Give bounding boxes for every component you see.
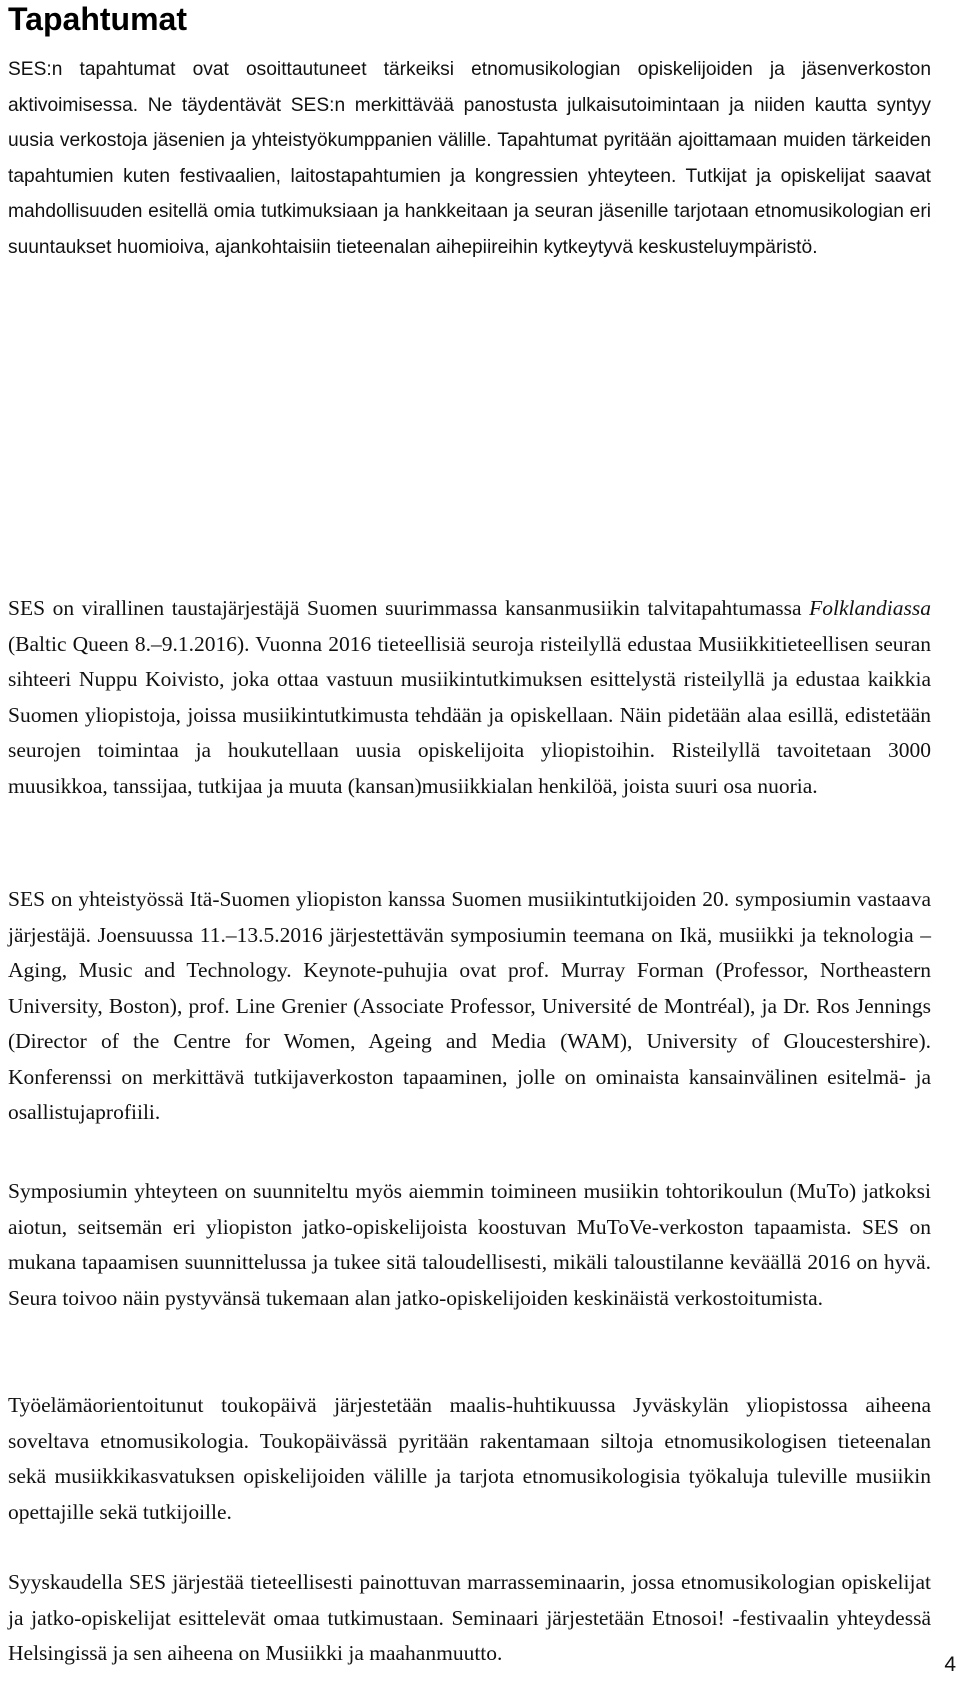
paragraph-folklandia-start: SES on virallinen taustajärjestäjä Suomen suurimmassa kansanmusiikin talvitapahtumassa [8, 596, 810, 620]
paragraph-events-intro: SES:n tapahtumat ovat osoittautuneet tärkeiksi etnomusikologian opiskelijoiden ja jäsenverkoston aktivoimisessa. Ne täydentävät SES:n merkittävää panostusta julkaisutoimintaan ja niiden kautta syntyy uusia verkostoja jäsenien ja yhteistyökumppanien välille. Tapahtumat pyritään ajoittamaan muiden tärkeiden tapahtumien kuten festivaalien, laitostapahtumien ja kongressien yhteyteen. Tutkijat ja opiskelijat saavat mahdollisuuden esitellä omia tutkimuksiaan ja hankkeitaan ja seuran jäsenille tarjotaan etnomusikologian eri suuntaukset huomioiva, ajankohtaisiin tieteenalan aihepiireihin kytkeytyvä keskusteluympäristö. [8, 59, 931, 258]
paragraph-mutove: Symposiumin yhteyteen on suunniteltu myös aiemmin toimineen musiikin tohtorikoulun (MuTo) jatkoksi aiotun, seitsemän eri yliopiston jatko-opiskelijoista koostuvan MuToVe-verkoston tapaamista. SES on mukana tapaamisen suunnittelussa ja tukee sitä taloudellisesti, mikäli taloustilanne keväällä 2016 on hyvä. Seura toivoo näin pystyvänsä tukemaan alan jatko-opiskelijoiden keskinäistä verkostoitumista. [8, 1179, 931, 1310]
paragraph-toukopaiva: Työelämäorientoitunut toukopäivä järjestetään maalis-huhtikuussa Jyväskylän yliopistossa aiheena soveltava etnomusikologia. Toukopäivässä pyritään rakentamaan siltoja etnomusikologisen tieteenalan sekä musiikkikasvatuksen opiskelijoiden välille ja tarjota etnomusikologisia työkaluja tuleville musiikin opettajille sekä tutkijoille. [8, 1393, 931, 1524]
document-page [8, 0, 931, 1665]
page-number: 4 [944, 1653, 956, 1676]
folklandia-italic-name: Folklandiassa [809, 596, 931, 620]
page-title: Tapahtumat [8, 1, 187, 37]
paragraph-folklandia-rest: (Baltic Queen 8.–9.1.2016). Vuonna 2016 tieteellisiä seuroja risteilyllä edustaa Musiikkitieteellisen seuran sihteeri Nuppu Koivisto, joka ottaa vastuun musiikintutkimuksen esittelystä risteilyllä ja edustaa kaikkia Suomen yliopistoja, joissa musiikintutkimusta tehdään ja opiskellaan. Näin pidetään alaa esillä, edistetään seurojen toimintaa ja houkutellaan uusia opiskelijoita yliopistoihin. Risteilyllä tavoitetaan 3000 muusikkoa, tanssijaa, tutkijaa ja muuta (kansan)musiikkialan henkilöä, joista suuri osa nuoria. [8, 631, 931, 798]
paragraph-folklandia [8, 591, 931, 804]
paragraph-marrasseminaari: Syyskaudella SES järjestää tieteellisesti painottuvan marrasseminaarin, jossa etnomusikologian opiskelijat ja jatko-opiskelijat esittelevät omaa tutkimustaan. Seminaari järjestetään Etnosoi! -festivaalin yhteydessä Helsingissä ja sen aiheena on Musiikki ja maahanmuutto. [8, 1570, 931, 1665]
paragraph-symposium: SES on yhteistyössä Itä-Suomen yliopiston kanssa Suomen musiikintutkijoiden 20. symposiumin vastaava järjestäjä. Joensuussa 11.–13.5.2016 järjestettävän symposiumin teemana on Ikä, musiikki ja teknologia – Aging, Music and Technology. Keynote-puhujia ovat prof. Murray Forman (Professor, Northeastern University, Boston), prof. Line Grenier (Associate Professor, Université de Montréal), ja Dr. Ros Jennings (Director of the Centre for Women, Ageing and Media (WAM), University of Gloucestershire). Konferenssi on merkittävä tutkijaverkoston tapaaminen, jolle on ominaista kansainvälinen esitelmä- ja osallistujaprofiili. [8, 887, 931, 1124]
